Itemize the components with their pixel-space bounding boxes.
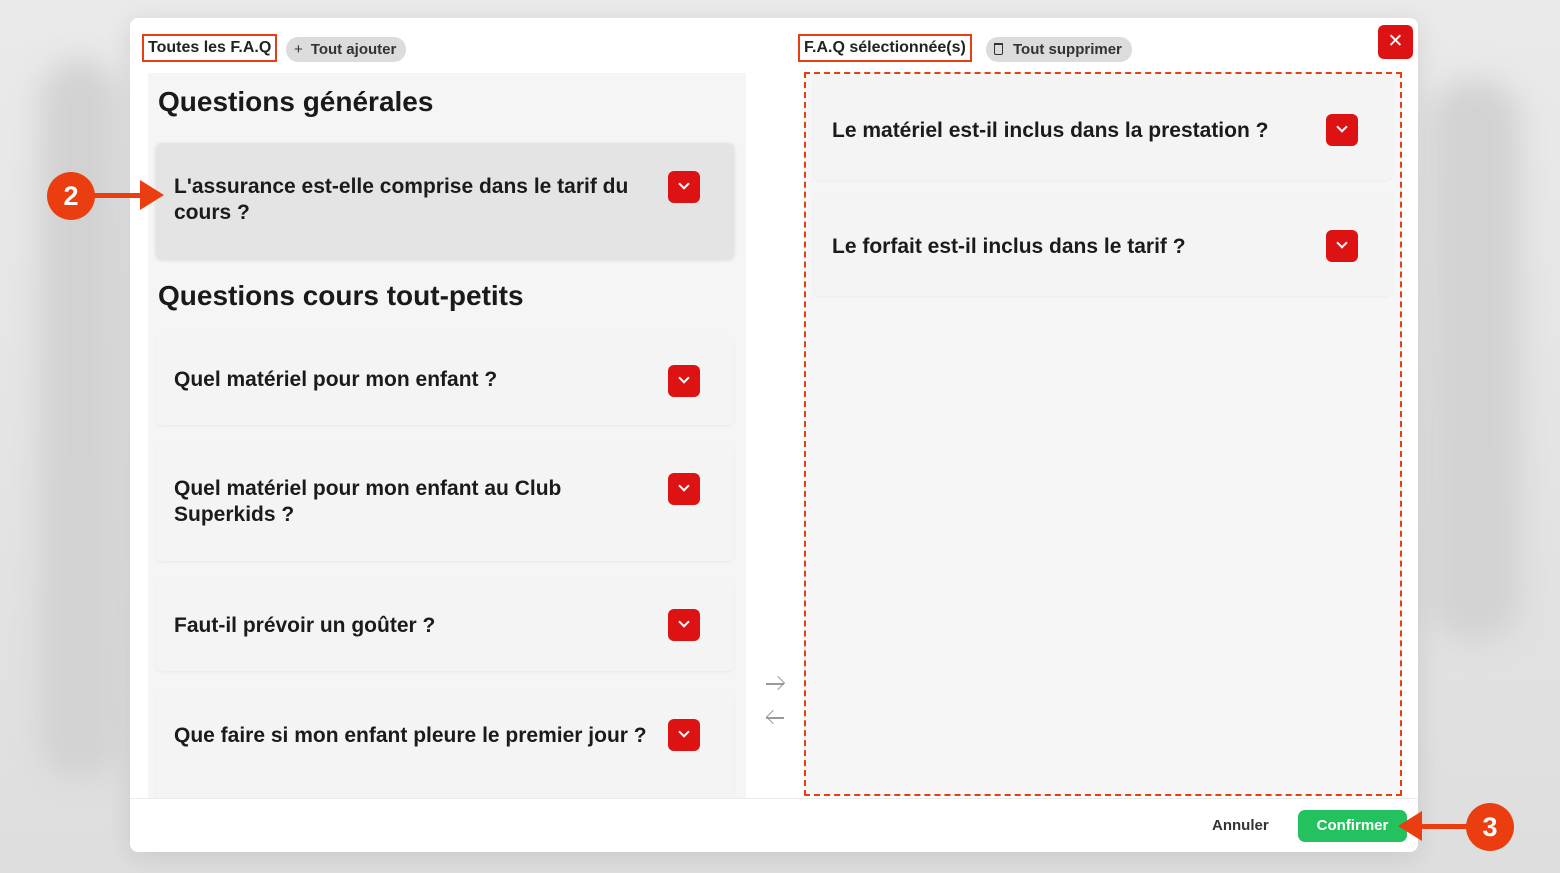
faq-question: Que faire si mon enfant pleure le premier jour ?: [174, 724, 647, 747]
arrow-right-icon[interactable]: [764, 673, 786, 695]
chevron-down-icon[interactable]: [668, 365, 700, 397]
add-all-label: Tout ajouter: [310, 41, 397, 58]
faq-item[interactable]: [156, 143, 734, 259]
faq-item[interactable]: [156, 445, 734, 561]
chevron-down-icon[interactable]: [668, 719, 700, 751]
selected-faq-item[interactable]: [814, 76, 1392, 180]
remove-all-label: Tout supprimer: [1013, 41, 1122, 58]
chevron-down-icon[interactable]: [668, 609, 700, 641]
confirm-button[interactable]: Confirmer: [1298, 810, 1407, 842]
annotation-arrow-2: [92, 193, 144, 198]
selected-faq-item[interactable]: [814, 192, 1392, 296]
chevron-down-icon[interactable]: [1326, 114, 1358, 146]
chevron-down-icon[interactable]: [668, 171, 700, 203]
selected-faq-list: [804, 72, 1402, 796]
chevron-down-icon[interactable]: [668, 473, 700, 505]
trash-icon: [994, 43, 1003, 55]
selected-faq-label: F.A.Q sélectionnée(s): [798, 34, 972, 62]
faq-selection-modal: [130, 18, 1418, 852]
backdrop-blur: [40, 60, 120, 780]
all-faq-label: Toutes les F.A.Q: [142, 34, 277, 62]
faq-item[interactable]: [156, 691, 734, 799]
step-2-badge: 2: [47, 172, 95, 220]
all-faq-list: [148, 73, 746, 799]
faq-item[interactable]: [156, 581, 734, 671]
annotation-arrow-3: [1420, 824, 1468, 829]
faq-question: Quel matériel pour mon enfant au Club Superkids ?: [174, 477, 562, 526]
annotation-arrow-2-head: [140, 180, 164, 210]
cancel-button[interactable]: Annuler: [1212, 817, 1269, 834]
plus-icon: +: [294, 41, 303, 58]
remove-all-button[interactable]: [986, 37, 1132, 62]
annotation-arrow-3-head: [1398, 811, 1422, 841]
faq-question: Le forfait est-il inclus dans le tarif ?: [832, 235, 1186, 258]
section-title: Questions cours tout-petits: [158, 280, 524, 311]
add-all-button[interactable]: [286, 37, 406, 62]
faq-question: Faut-il prévoir un goûter ?: [174, 614, 436, 637]
faq-item[interactable]: [156, 335, 734, 425]
chevron-down-icon[interactable]: [1326, 230, 1358, 262]
faq-question: Le matériel est-il inclus dans la prestation ?: [832, 119, 1269, 142]
faq-question: Quel matériel pour mon enfant ?: [174, 368, 498, 391]
close-button[interactable]: [1378, 25, 1413, 59]
close-icon: ✕: [1387, 31, 1404, 52]
backdrop-blur: [1430, 80, 1520, 640]
arrow-left-icon[interactable]: [764, 707, 786, 729]
faq-question: L'assurance est-elle comprise dans le tarif du cours ?: [174, 175, 629, 224]
step-3-badge: 3: [1466, 803, 1514, 851]
section-title: Questions générales: [158, 86, 434, 117]
footer-divider: [130, 798, 1418, 799]
